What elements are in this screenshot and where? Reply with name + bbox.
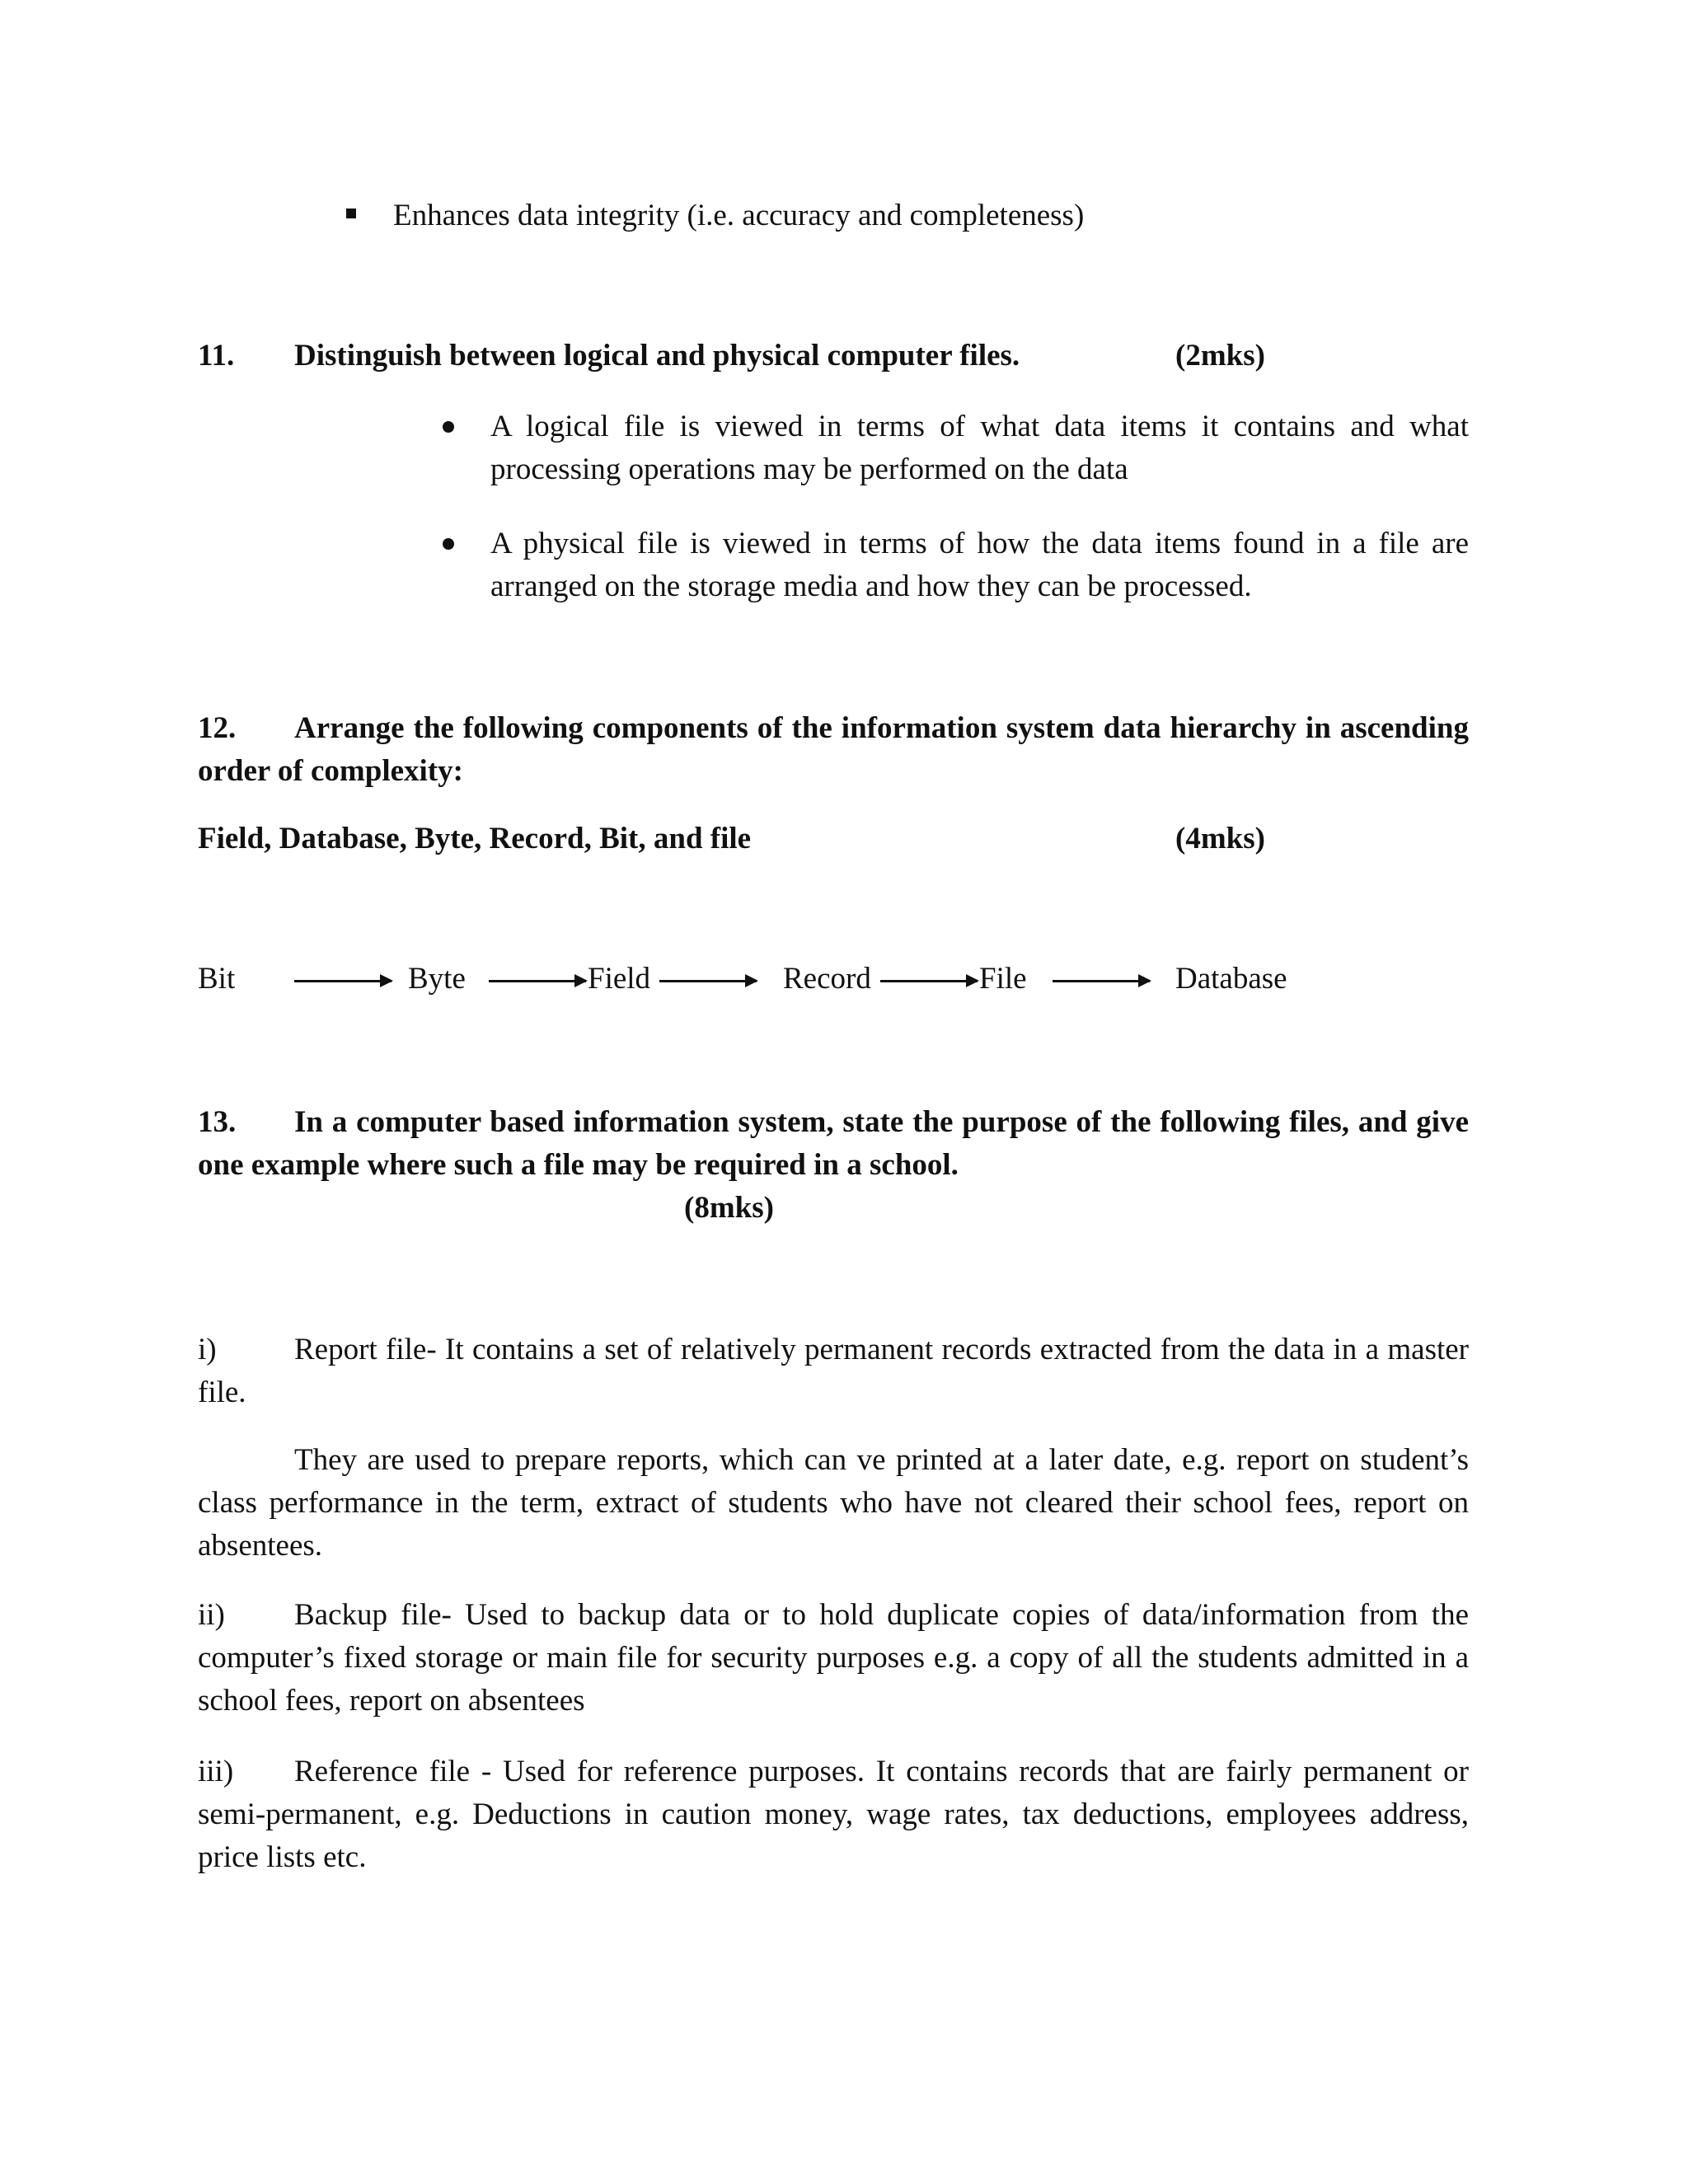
q13-number: 13. — [198, 1105, 237, 1139]
q13-marks: (8mks) — [684, 1191, 774, 1225]
q12-number: 12. — [198, 711, 237, 745]
q11-question: Distinguish between logical and physical computer files. — [294, 339, 1020, 373]
q11-answer-1: A logical file is viewed in terms of what data items it contains and what processing operations may be performed on the data — [490, 410, 1469, 486]
q12-question — [198, 707, 1469, 793]
q12-marks: (4mks) — [1175, 822, 1265, 855]
q13-answer-1-text: Report file- It contains a set of relatively permanent records extracted from the data in a master file. — [198, 1333, 1469, 1409]
hierarchy-item-byte: Byte — [408, 962, 466, 996]
q13-question — [198, 1101, 1469, 1187]
q13-answer-3-text: Reference file - Used for reference purposes. It contains records that are fairly permanent or semi-permanent, e.g. Deductions in caution money, wage rates, tax deductions, employees address, price lists etc. — [198, 1755, 1469, 1874]
q11-marks: (2mks) — [1175, 339, 1265, 373]
q13-answer-2-text: Backup file- Used to backup data or to hold duplicate copies of data/information from the computer’s fixed storage or main file for security purposes e.g. a copy of all the students admitted in a school fees, report on absentees — [198, 1598, 1469, 1718]
q12-question-text: Arrange the following components of the information system data hierarchy in ascending order of complexity: — [198, 711, 1469, 788]
hierarchy-item-database: Database — [1175, 962, 1287, 996]
q13-answer-num: iii) — [198, 1755, 234, 1788]
hierarchy-item-field: Field — [588, 962, 651, 996]
q11-number: 11. — [198, 339, 235, 373]
arrow-right-icon — [489, 980, 586, 982]
q13-answer-1-detail-text: They are used to prepare reports, which can ve printed at a later date, e.g. report on student’s class performance in the term, extract of students who have not cleared their school fees, report on absentees. — [198, 1443, 1469, 1563]
q13-answer-1-detail — [198, 1439, 1469, 1568]
q13-question-text: In a computer based information system, state the purpose of the following files, and give one example where such a file may be required in a school. — [198, 1105, 1469, 1182]
q13-answer-1 — [198, 1329, 1469, 1414]
arrow-right-icon — [294, 980, 392, 982]
top-bullet-text: Enhances data integrity (i.e. accuracy and completeness) — [393, 199, 1085, 232]
q13-answer-2 — [198, 1594, 1469, 1722]
arrow-right-icon — [880, 980, 978, 982]
q11-answer-2: A physical file is viewed in terms of how the data items found in a file are arranged on the storage media and how they can be processed. — [490, 527, 1469, 603]
q13-answer-num: i) — [198, 1333, 217, 1366]
q12-items-line: Field, Database, Byte, Record, Bit, and file — [198, 822, 752, 855]
hierarchy-item-file: File — [979, 962, 1027, 996]
arrow-right-icon — [1053, 980, 1150, 982]
bullet-dot-icon — [443, 421, 454, 433]
q13-answer-num: ii) — [198, 1598, 225, 1632]
q13-answer-3 — [198, 1750, 1469, 1879]
square-bullet-icon — [346, 209, 356, 218]
hierarchy-item-record: Record — [783, 962, 871, 996]
hierarchy-item-bit: Bit — [198, 962, 236, 996]
arrow-right-icon — [659, 980, 757, 982]
bullet-dot-icon — [443, 538, 454, 550]
